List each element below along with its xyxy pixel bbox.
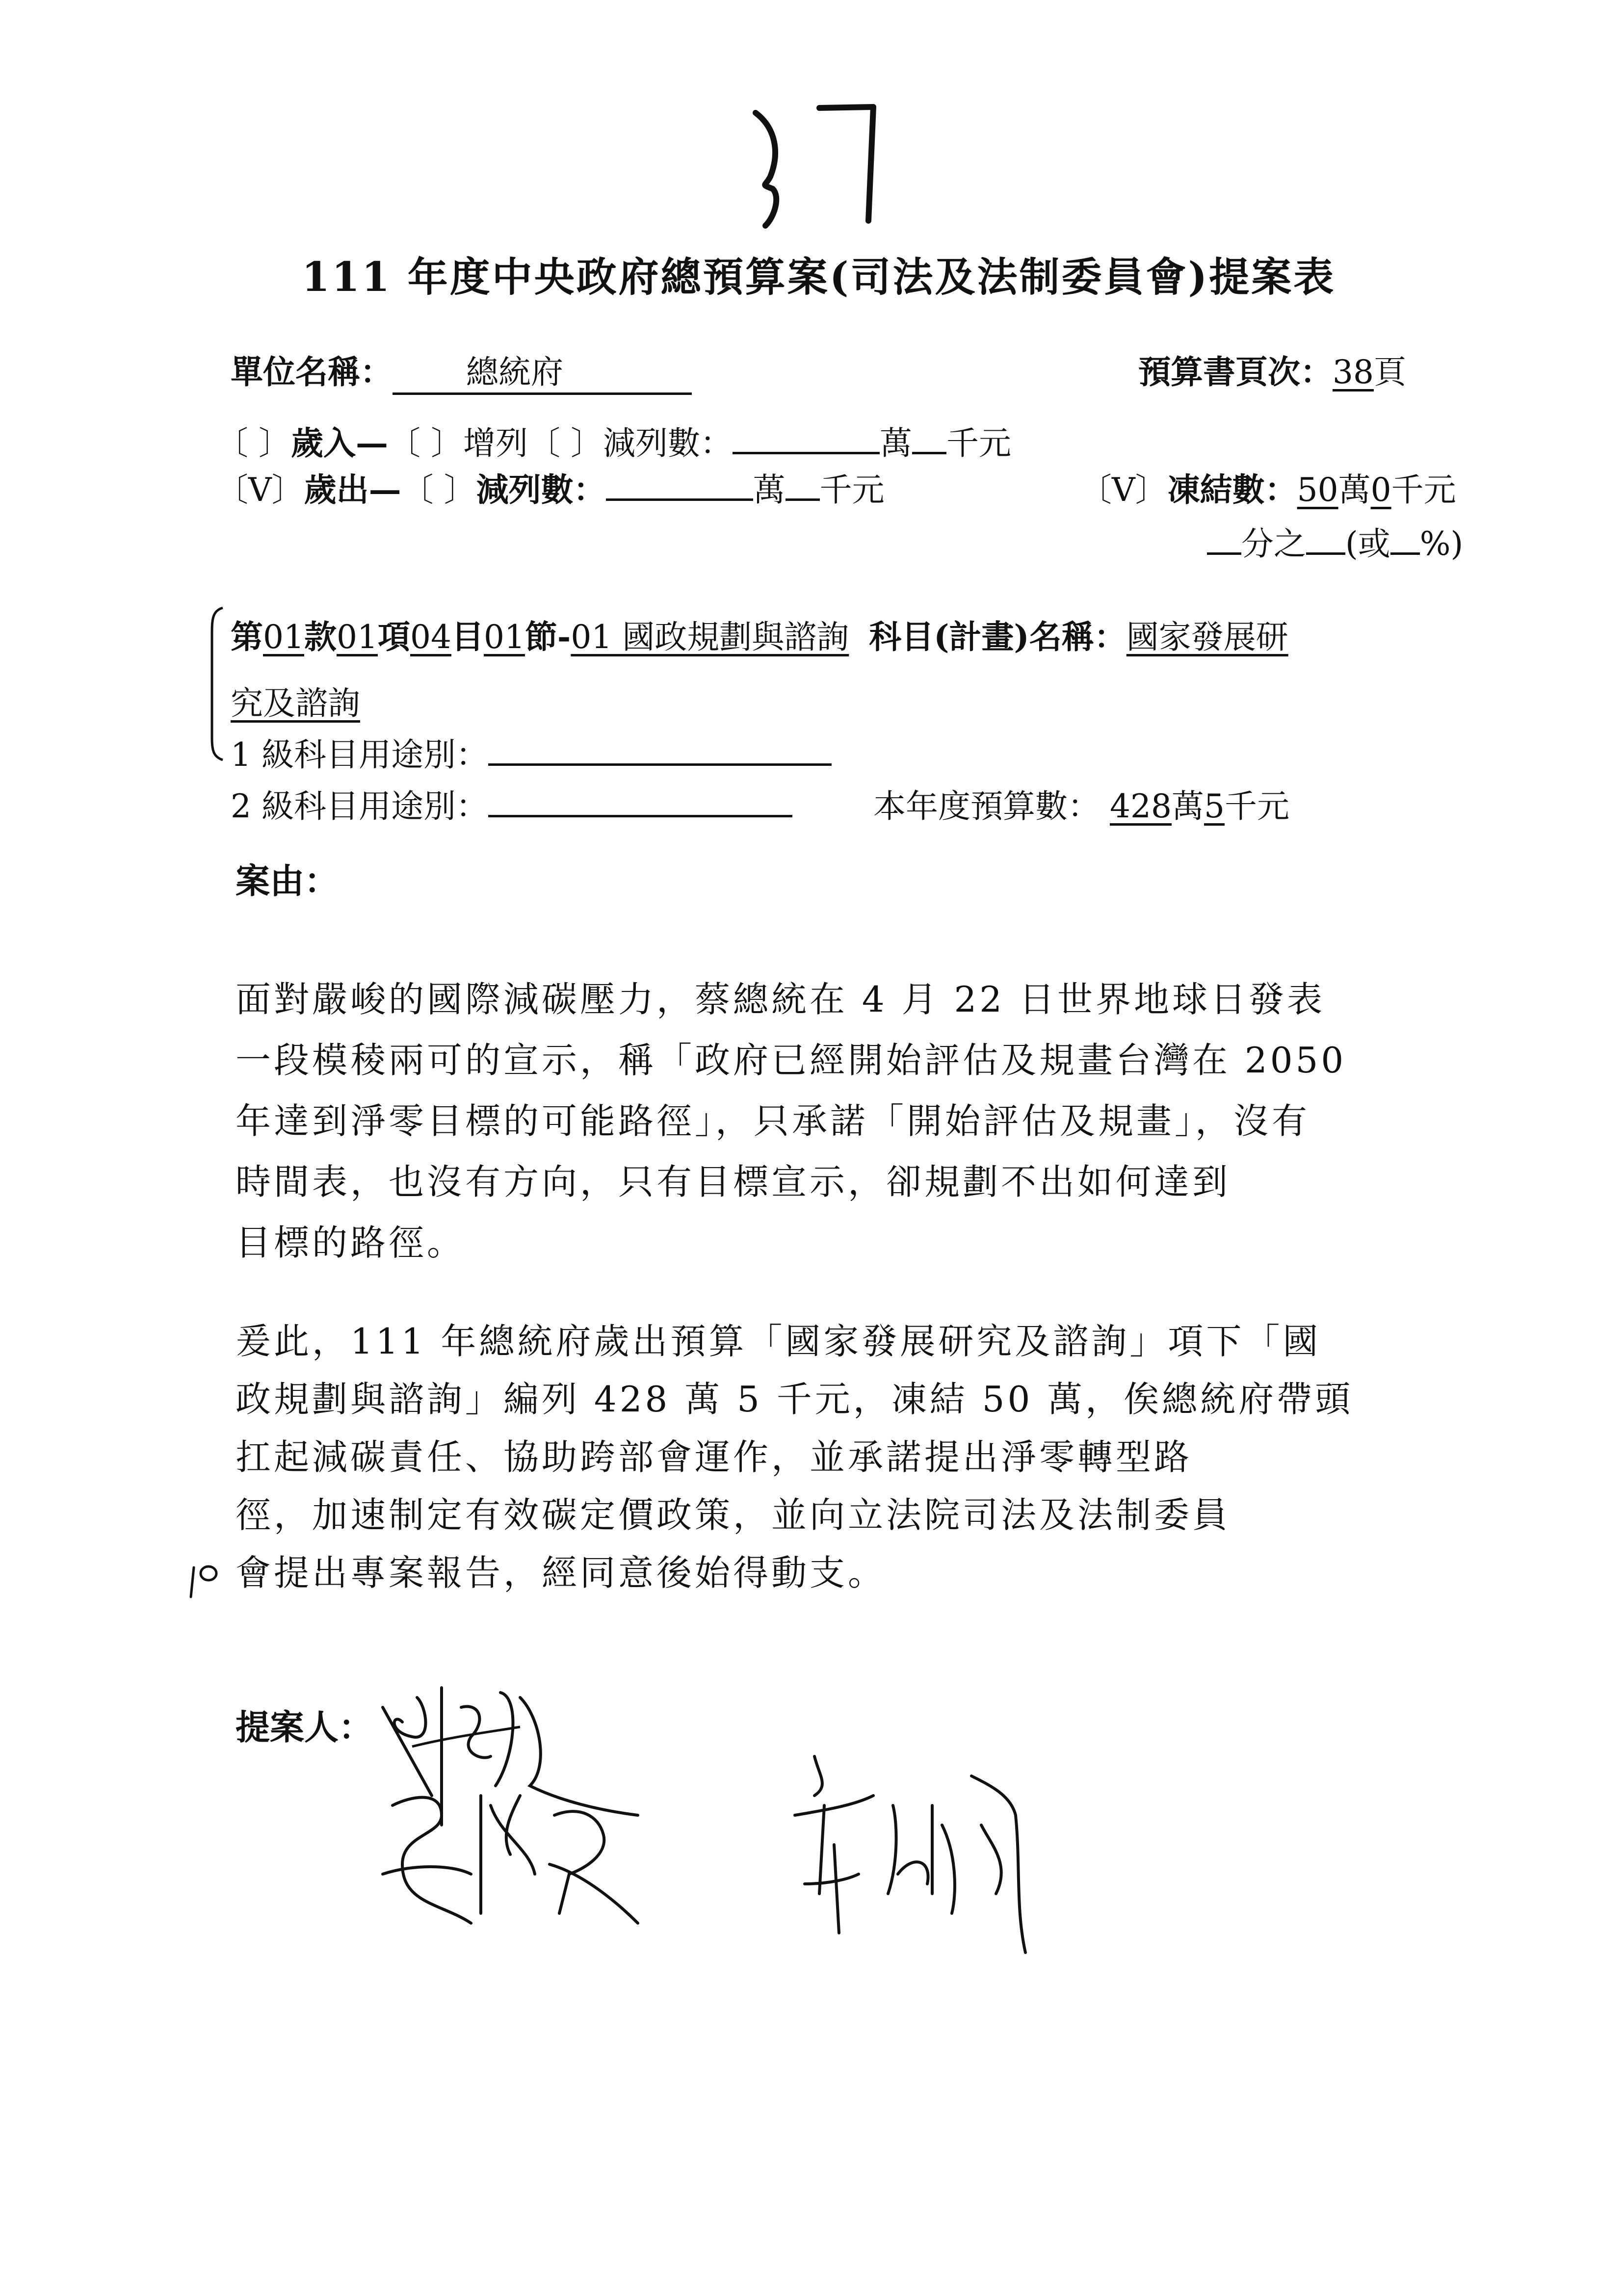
level2-field[interactable] [488,814,792,817]
form-title: 111 年度中央政府總預算案(司法及法制委員會)提案表 [302,254,1336,301]
fraction-numerator-field[interactable] [1207,552,1241,555]
paragraph-line: 目標的路徑。 [236,1222,466,1263]
freeze-qian-value[interactable]: 0 [1370,471,1391,509]
freeze-row [1079,464,1456,510]
unit-value: 總統府 [466,353,563,391]
current-budget-row [873,780,1289,827]
budget-page-row [1138,346,1406,392]
paragraph-1 [236,969,1346,1273]
fraction-row [1207,518,1463,564]
item-jie-value[interactable]: 01 [483,618,525,656]
proposer-label: 提案人： [236,1707,373,1748]
signature-3 [785,1747,1040,1962]
item-kuan-value[interactable]: 01 [263,618,304,656]
level1-label: 1 級科目用途別： [231,736,488,774]
revenue-checkbox[interactable]: 〔 〕 [216,424,291,462]
level1-field[interactable] [488,763,832,766]
revenue-wan-field[interactable] [733,451,880,454]
revenue-row [216,417,1011,464]
revenue-decrease-checkbox[interactable]: 〔 〕 [527,424,603,462]
fraction-denominator-field[interactable] [1306,552,1345,555]
paragraph-line: 徑，加速制定有效碳定價政策，並向立法院司法及法制委員 [236,1494,1231,1536]
freeze-checkbox[interactable]: 〔V〕 [1079,471,1168,509]
item-di: 第 [231,618,263,656]
expense-checkbox[interactable]: 〔V〕 [216,471,304,509]
expense-decrease-checkbox[interactable]: 〔 〕 [401,471,476,509]
expense-wan-unit: 萬 [753,471,786,509]
revenue-label: 歲入— [290,424,388,462]
fraction-or-label: (或 [1345,525,1390,563]
signature-2 [373,1776,648,1933]
item-sub-value[interactable]: 01 國政規劃與諮詢 [571,618,849,656]
revenue-increase-label: 增列 [463,424,528,462]
paragraph-line: 一段模稜兩可的宣示，稱「政府已經開始評估及規畫台灣在 2050 [236,1040,1347,1081]
unit-value-field[interactable] [393,346,692,395]
current-budget-label: 本年度預算數： [873,787,1100,825]
revenue-decrease-label: 減列數： [602,424,733,462]
subject-label: 科目(計畫)名稱： [869,618,1126,656]
reason-heading: 案由： [236,861,339,901]
item-bracket [205,606,225,763]
handwritten-margin-mark [189,1558,228,1602]
paragraph-line: 年達到淨零目標的可能路徑」，只承諾「開始評估及規畫」，沒有 [236,1100,1310,1142]
item-jie: 節- [524,618,571,656]
expense-wan-field[interactable] [606,498,753,501]
expense-qian-unit: 千元 [819,471,885,509]
revenue-increase-checkbox[interactable]: 〔 〕 [388,424,463,462]
current-budget-wan-value[interactable]: 428 [1110,787,1172,825]
budget-page-suffix: 頁 [1373,353,1406,391]
revenue-qian-unit: 千元 [946,424,1011,462]
level2-label: 2 級科目用途別： [231,787,488,825]
paragraph-line: 扛起減碳責任、協助跨部會運作，並承諾提出淨零轉型路 [236,1436,1193,1478]
paragraph-line: 時間表，也沒有方向，只有目標宣示，卻規劃不出如何達到 [236,1161,1231,1202]
level1-row [231,729,832,775]
expense-row [216,464,885,510]
fraction-label: 分之 [1241,525,1306,563]
paragraph-line: 政規劃與諮詢」編列 428 萬 5 千元，凍結 50 萬，俟總統府帶頭 [236,1379,1354,1420]
item-kuan: 款 [304,618,337,656]
item-mu: 目 [451,618,484,656]
current-budget-qian-value[interactable]: 5 [1204,787,1225,825]
paragraph-line: 會提出專案報告，經同意後始得動支。 [236,1552,887,1593]
unit-label: 單位名稱： [231,353,393,391]
item-mu-value[interactable]: 04 [410,618,451,656]
fraction-percent-label: %) [1419,525,1464,563]
subject-value-line2[interactable]: 究及諮詢 [231,684,360,722]
expense-label: 歲出— [304,470,401,509]
item-xiang-value[interactable]: 01 [336,618,378,656]
expense-qian-field[interactable] [786,498,820,501]
current-budget-qian: 千元 [1224,787,1289,825]
budget-page-label: 預算書頁次： [1138,353,1333,391]
freeze-label: 凍結數： [1167,470,1297,509]
unit-row [231,346,692,395]
subject-value-line1[interactable]: 國家發展研 [1126,618,1288,656]
level2-row [231,780,792,827]
expense-decrease-label: 減列數： [476,470,606,509]
handwritten-page-number [746,98,903,231]
paragraph-2 [236,1312,1353,1602]
revenue-qian-field[interactable] [912,451,946,454]
freeze-qian-unit: 千元 [1391,471,1456,509]
subject-continuation [231,677,360,724]
fraction-percent-field[interactable] [1390,552,1420,555]
current-budget-wan: 萬 [1171,787,1204,825]
item-xiang: 項 [377,618,410,656]
budget-page-value[interactable]: 38 [1333,353,1374,391]
revenue-wan-unit: 萬 [879,424,912,462]
freeze-wan-unit: 萬 [1338,471,1371,509]
item-row [231,611,1288,657]
paragraph-line: 面對嚴峻的國際減碳壓力，蔡總統在 4 月 22 日世界地球日發表 [236,979,1325,1020]
freeze-wan-value[interactable]: 50 [1297,471,1338,509]
paragraph-line: 爰此，111 年總統府歲出預算「國家發展研究及諮詢」項下「國 [236,1321,1321,1362]
